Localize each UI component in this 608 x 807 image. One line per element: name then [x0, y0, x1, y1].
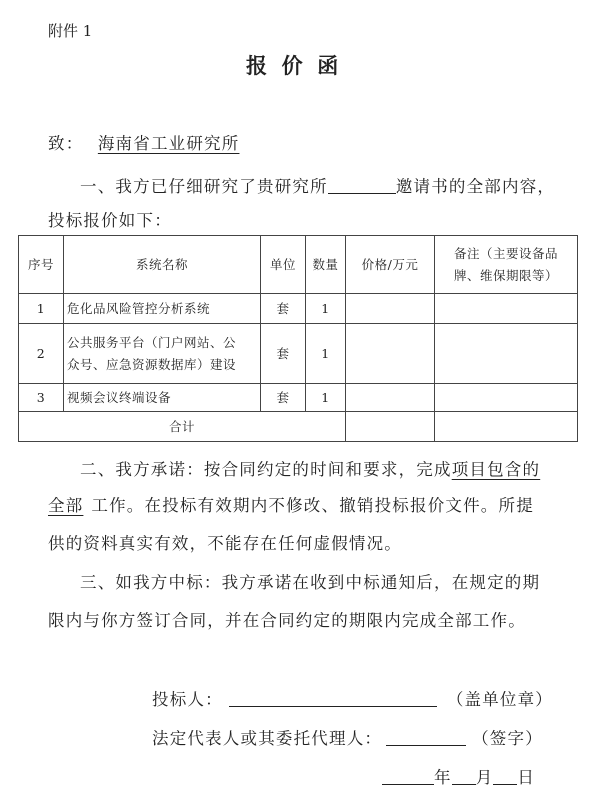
header-qty: 数量 — [306, 236, 346, 294]
para2-text-b: 工作。在投标有效期内不修改、撤销投标报价文件。所提 — [91, 496, 534, 515]
quote-table — [18, 235, 578, 442]
row-qty: 1 — [306, 384, 346, 412]
para2-text-a: 二、我方承诺：按合同约定的时间和要求，完成 — [80, 460, 452, 479]
row-seq: 2 — [19, 324, 64, 384]
para1-line1 — [80, 173, 555, 197]
para2-line1 — [80, 456, 540, 480]
row-qty: 1 — [306, 324, 346, 384]
table-row — [19, 384, 578, 412]
row-name — [64, 324, 261, 384]
para2-underlined-a: 项目包含的 — [451, 460, 541, 479]
row-seq: 3 — [19, 384, 64, 412]
row-price — [346, 294, 435, 324]
para1-text-b: 邀请书的全部内容， — [395, 177, 556, 196]
table-total-row — [19, 412, 578, 442]
addressee-prefix: 致： — [48, 134, 84, 153]
header-note-line2: 牌、维保期限等） — [453, 267, 558, 283]
header-unit: 单位 — [261, 236, 306, 294]
header-note — [435, 236, 578, 294]
table-header-row — [19, 236, 578, 294]
row-name: 危化品风险管控分析系统 — [64, 294, 261, 324]
row-note — [435, 324, 578, 384]
representative-blank — [386, 729, 466, 747]
total-note — [435, 412, 578, 442]
row-qty: 1 — [306, 294, 346, 324]
row-price — [346, 384, 435, 412]
row-unit: 套 — [261, 294, 306, 324]
row-name-line2: 众号、应急资源数据库）建设 — [67, 356, 237, 372]
para2-line3: 供的资料真实有效，不能存在任何虚假情况。 — [48, 534, 402, 553]
para3-line1: 三、如我方中标：我方承诺在收到中标通知后，在规定的期 — [80, 573, 541, 592]
para2-line2 — [48, 492, 534, 516]
year-label: 年 — [434, 768, 452, 787]
total-label: 合计 — [19, 412, 346, 442]
header-price: 价格/万元 — [346, 236, 435, 294]
table-row — [19, 324, 578, 384]
day-blank — [493, 768, 517, 786]
month-blank — [452, 768, 476, 786]
representative-line — [152, 725, 543, 749]
representative-label: 法定代表人或其委托代理人： — [152, 729, 383, 748]
month-label: 月 — [475, 768, 494, 787]
attachment-label: 附件 1 — [48, 22, 93, 40]
header-note-line1: 备注（主要设备品 — [453, 245, 558, 261]
para1-line2: 投标报价如下： — [48, 211, 172, 230]
row-name-line1: 公共服务平台（门户网站、公 — [67, 334, 237, 350]
year-blank — [382, 768, 434, 786]
bidder-line — [152, 686, 553, 710]
row-unit: 套 — [261, 324, 306, 384]
row-seq: 1 — [19, 294, 64, 324]
row-unit: 套 — [261, 384, 306, 412]
representative-note: （签字） — [472, 729, 543, 748]
para2-underlined-b: 全部 — [48, 496, 84, 515]
para1-text-a: 一、我方已仔细研究了贵研究所 — [80, 177, 328, 196]
row-name: 视频会议终端设备 — [64, 384, 261, 412]
bidder-label: 投标人： — [152, 690, 223, 709]
row-price — [346, 324, 435, 384]
bidder-blank — [229, 690, 437, 708]
addressee — [48, 130, 247, 154]
day-label: 日 — [517, 768, 536, 787]
header-seq: 序号 — [19, 236, 64, 294]
date-line — [382, 764, 535, 788]
header-name: 系统名称 — [64, 236, 261, 294]
table-row — [19, 294, 578, 324]
institute-blank — [328, 177, 396, 195]
para3-line2: 限内与你方签订合同，并在合同约定的期限内完成全部工作。 — [48, 611, 526, 630]
row-note — [435, 294, 578, 324]
addressee-name: 海南省工业研究所 — [97, 134, 240, 153]
total-price — [346, 412, 435, 442]
bidder-note: （盖单位章） — [446, 690, 554, 709]
page-title: 报 价 函 — [246, 53, 339, 78]
row-note — [435, 384, 578, 412]
